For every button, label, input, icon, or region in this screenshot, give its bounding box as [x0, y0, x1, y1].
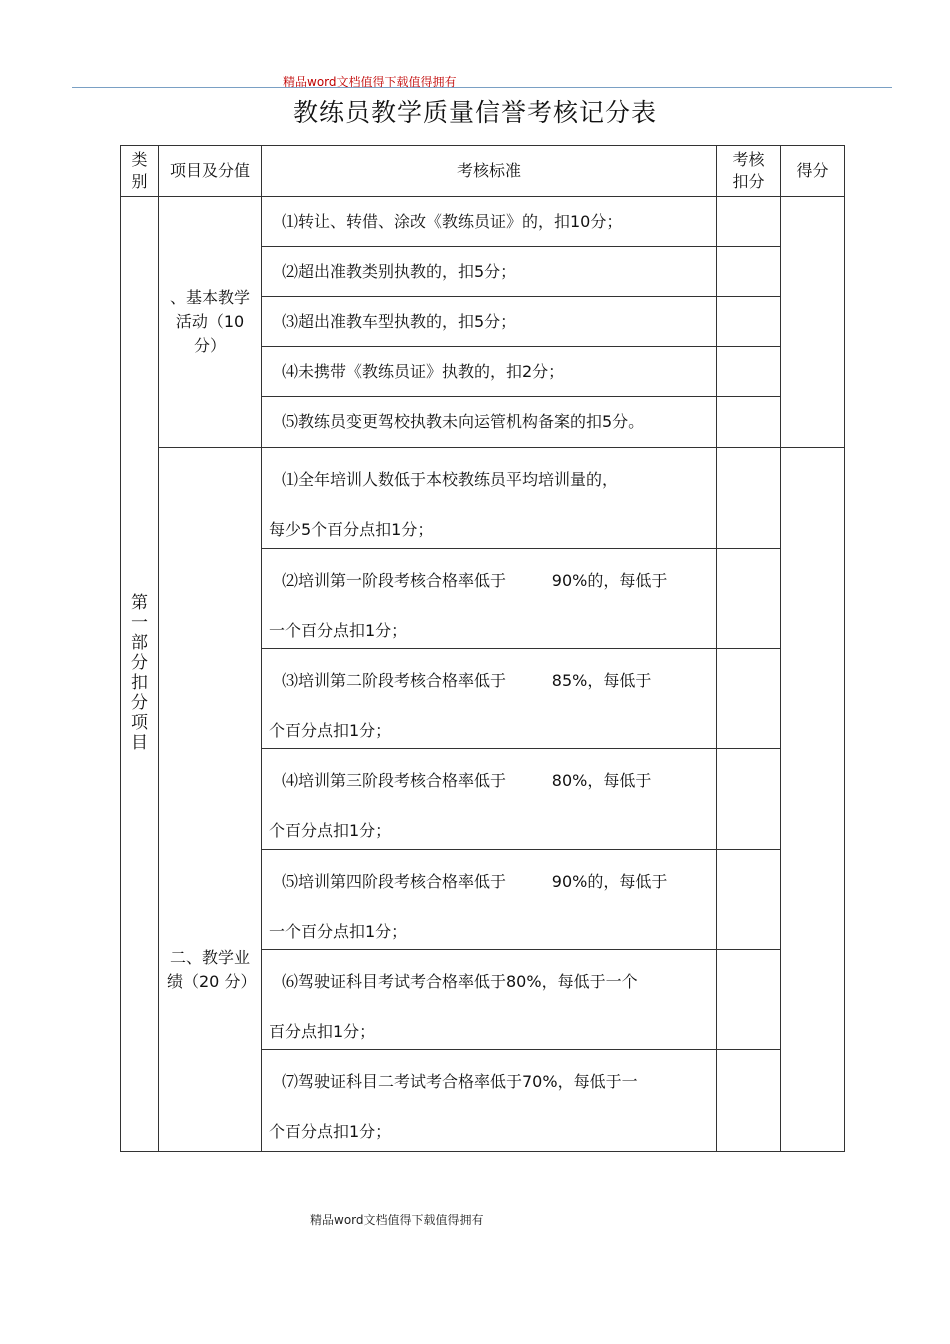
table-header-row	[121, 146, 845, 197]
deduction-cell	[717, 247, 781, 297]
deduction-cell	[717, 850, 781, 950]
criterion-item: ⑷未携带《教练员证》执教的，扣2分；	[262, 347, 717, 397]
criterion-item: ⑹驾驶证科目考试考合格率低于80%，每低于一个 百分点扣1分；	[262, 950, 717, 1050]
table-row	[121, 197, 845, 247]
deduction-cell	[717, 197, 781, 247]
criterion-item: ⑸教练员变更驾校执教未向运管机构备案的扣5分。	[262, 397, 717, 448]
criterion-item: ⑶培训第二阶段考核合格率低于 85%，每低于 个百分点扣1分；	[262, 649, 717, 749]
deduction-cell	[717, 649, 781, 749]
header-score: 得分	[781, 146, 845, 197]
deduction-cell	[717, 549, 781, 649]
criterion-item: ⑵超出准教类别执教的，扣5分；	[262, 247, 717, 297]
header-watermark-note: 精品word文档值得下载值得拥有	[283, 75, 457, 89]
header-item: 项目及分值	[159, 146, 262, 197]
category-label: 第一部分扣分项目	[131, 593, 148, 753]
header-category: 类别	[121, 146, 159, 197]
footer-watermark-note: 精品word文档值得下载值得拥有	[310, 1213, 484, 1227]
header-deduction: 考核扣分	[717, 146, 781, 197]
deduction-cell	[717, 1050, 781, 1152]
header-rule	[72, 87, 892, 88]
deduction-cell	[717, 749, 781, 850]
deduction-cell	[717, 448, 781, 549]
section-teaching-performance: 二、教学业绩（20 分）	[159, 448, 262, 1152]
table-row	[121, 448, 845, 549]
scoring-table	[120, 145, 845, 1152]
category-cell	[121, 197, 159, 1152]
criterion-item: ⑸培训第四阶段考核合格率低于 90%的，每低于 一个百分点扣1分；	[262, 850, 717, 950]
criterion-item: ⑶超出准教车型执教的，扣5分；	[262, 297, 717, 347]
deduction-cell	[717, 397, 781, 448]
deduction-cell	[717, 297, 781, 347]
criterion-item: ⑴全年培训人数低于本校教练员平均培训量的， 每少5个百分点扣1分；	[262, 448, 717, 549]
score-cell-section-1	[781, 197, 845, 448]
section-basic-teaching: 、基本教学活动（10 分）	[159, 197, 262, 448]
criterion-item: ⑴转让、转借、涂改《教练员证》的，扣10分；	[262, 197, 717, 247]
criterion-item: ⑷培训第三阶段考核合格率低于 80%，每低于 个百分点扣1分；	[262, 749, 717, 850]
criterion-item: ⑺驾驶证科目二考试考合格率低于70%，每低于一 个百分点扣1分；	[262, 1050, 717, 1152]
deduction-cell	[717, 347, 781, 397]
criterion-item: ⑵培训第一阶段考核合格率低于 90%的，每低于 一个百分点扣1分；	[262, 549, 717, 649]
score-cell-section-2	[781, 448, 845, 1152]
document-title: 教练员教学质量信誉考核记分表	[292, 98, 657, 127]
deduction-cell	[717, 950, 781, 1050]
header-criteria: 考核标准	[262, 146, 717, 197]
